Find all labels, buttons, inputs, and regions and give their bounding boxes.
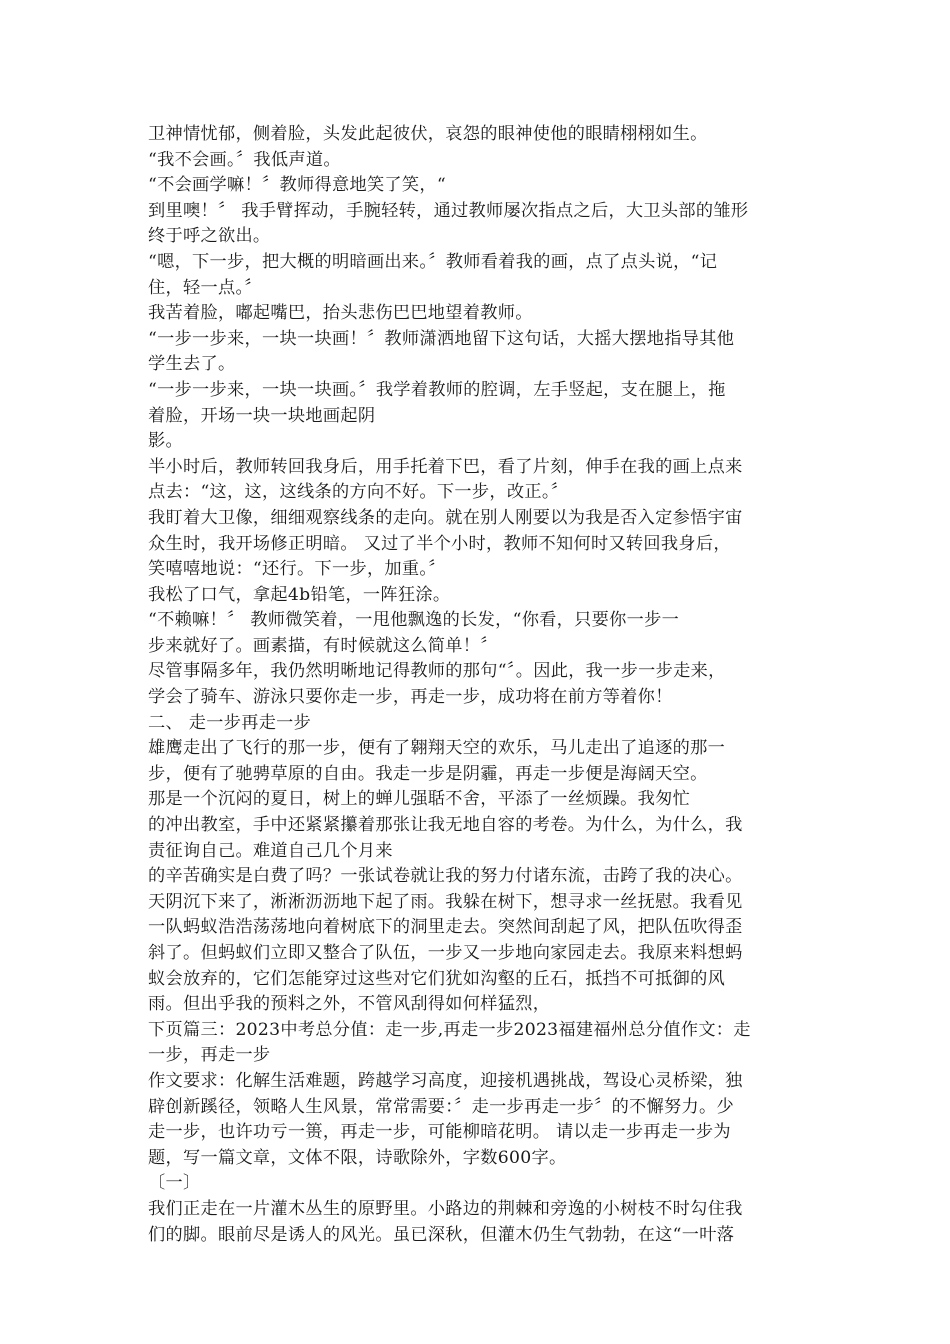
text-line: 半小时后，教师转回我身后，用手托着下巴，看了片刻，伸手在我的画上点来 [148,456,743,477]
text-line: 到里噢！〞 我手臂挥动，手腕轻转，通过教师屡次指点之后，大卫头部的雏形 [148,200,749,221]
text-line: 步，便有了驰骋草原的自由。我走一步是阴霾，再走一步便是海阔天空。 [148,763,708,784]
text-line: 们的脚。眼前尽是诱人的风光。虽已深秋，但灌木仍生气勃勃，在这“一叶落 [148,1224,735,1245]
text-line: 的辛苦确实是白费了吗？一张试卷就让我的努力付诸东流，击跨了我的决心。 [148,866,743,887]
text-line: 点去：“这，这，这线条的方向不好。下一步，改正。〞 [148,482,569,503]
text-line: 步来就好了。画素描，有时候就这么简单！〞 [148,635,498,656]
text-line: “不赖嘛！〞 教师微笑着，一甩他飘逸的长发，“你看，只要你一步一 [148,610,680,631]
text-line: 的冲出教室，手中还紧紧攥着那张让我无地自容的考卷。为什么，为什么，我 [148,815,743,836]
text-line: 我松了口气，拿起4b铅笔，一阵狂涂。 [148,584,451,605]
section-heading: 二、 走一步再走一步 [148,712,312,733]
text-line: 众生时，我开场修正明暗。 又过了半个小时，教师不知何时又转回我身后， [148,533,731,554]
text-line: 笑嘻嘻地说：“还行。下一步，加重。〞 [148,559,446,580]
text-line: 一队蚂蚁浩浩荡荡地向着树底下的洞里走去。突然间刮起了风，把队伍吹得歪 [148,917,743,938]
text-line: 天阴沉下来了，淅淅沥沥地下起了雨。我躲在树下，想寻求一丝抚慰。我看见 [148,891,743,912]
text-line: 我们正走在一片灌木丛生的原野里。小路边的荆棘和旁逸的小树枝不时勾住我 [148,1198,743,1219]
text-line: 斜了。但蚂蚁们立即又整合了队伍，一步又一步地向家园走去。我原来料想蚂 [148,943,743,963]
text-line: 我苦着脸，嘟起嘴巴，抬头悲伤巴巴地望着教师。 [148,303,533,324]
text-line: 影。 [148,431,183,452]
text-line: 卫神情忧郁，侧着脸，头发此起彼伏，哀怨的眼神使他的眼睛栩栩如生。 [148,124,708,144]
text-line: 作文要求：化解生活难题，跨越学习高度，迎接机遇挑战，驾设心灵桥梁，独 [148,1070,743,1091]
document-body [148,122,808,1248]
text-line: “嗯，下一步，把大概的明暗画出来。〞教师看着我的画，点了点头说，“记 [148,251,718,272]
text-line: 辟创新蹊径，领略人生风景，常常需要：〞走一步再走一步〞的不懈努力。少 [148,1096,734,1117]
text-line: 尽管事隔多年，我仍然明晰地记得教师的那句“〞。因此，我一步一步走来， [148,661,726,682]
text-line: 走一步，也许功亏一篑，再走一步，可能柳暗花明。 请以走一步再走一步为 [148,1122,731,1143]
text-line: 住，轻一点。〞 [148,277,262,298]
text-line: “我不会画。〞我低声道。 [148,149,341,170]
text-line: 终于呼之欲出。 [148,226,271,247]
text-line: 蚁会放弃的，它们怎能穿过这些对它们犹如沟壑的丘石，抵挡不可抵御的风 [148,968,726,989]
text-line: “不会画学嘛！〞教师得意地笑了笑，“ [148,175,446,196]
text-line: 那是一个沉闷的夏日，树上的蝉儿强聒不舍，平添了一丝烦躁。我匆忙 [148,789,691,810]
text-line: 雨。但出乎我的预料之外，不管风刮得如何样猛烈， [148,994,551,1015]
text-line: 题，写一篇文章，文体不限，诗歌除外，字数600字。 [148,1147,567,1168]
text-line: 我盯着大卫像，细细观察线条的走向。就在别人刚要以为我是否入定参悟宇宙 [148,507,743,528]
text-line: 学生去了。 [148,354,236,375]
text-line: 学会了骑车、游泳只要你走一步，再走一步，成功将在前方等着你！ [148,687,673,708]
text-line: “一步一步来，一块一块画！〞教师潇洒地留下这句话，大摇大摆地指导其他 [148,328,735,349]
text-line: 雄鹰走出了飞行的那一步，便有了翱翔天空的欢乐，马儿走出了追逐的那一 [148,738,726,759]
text-line: “一步一步来，一块一块画。〞我学着教师的腔调，左手竖起，支在腿上，拖 [148,379,726,400]
text-line: 下页篇三：2023中考总分值：走一步,再走一步2023福建福州总分值作文：走 [148,1019,751,1040]
section-number: 〔一〕 [148,1173,201,1194]
text-line: 责征询自己。难道自己几个月来 [148,840,393,861]
text-line: 着脸，开场一块一块地画起阴 [148,405,376,426]
text-line: 一步，再走一步 [148,1045,271,1066]
